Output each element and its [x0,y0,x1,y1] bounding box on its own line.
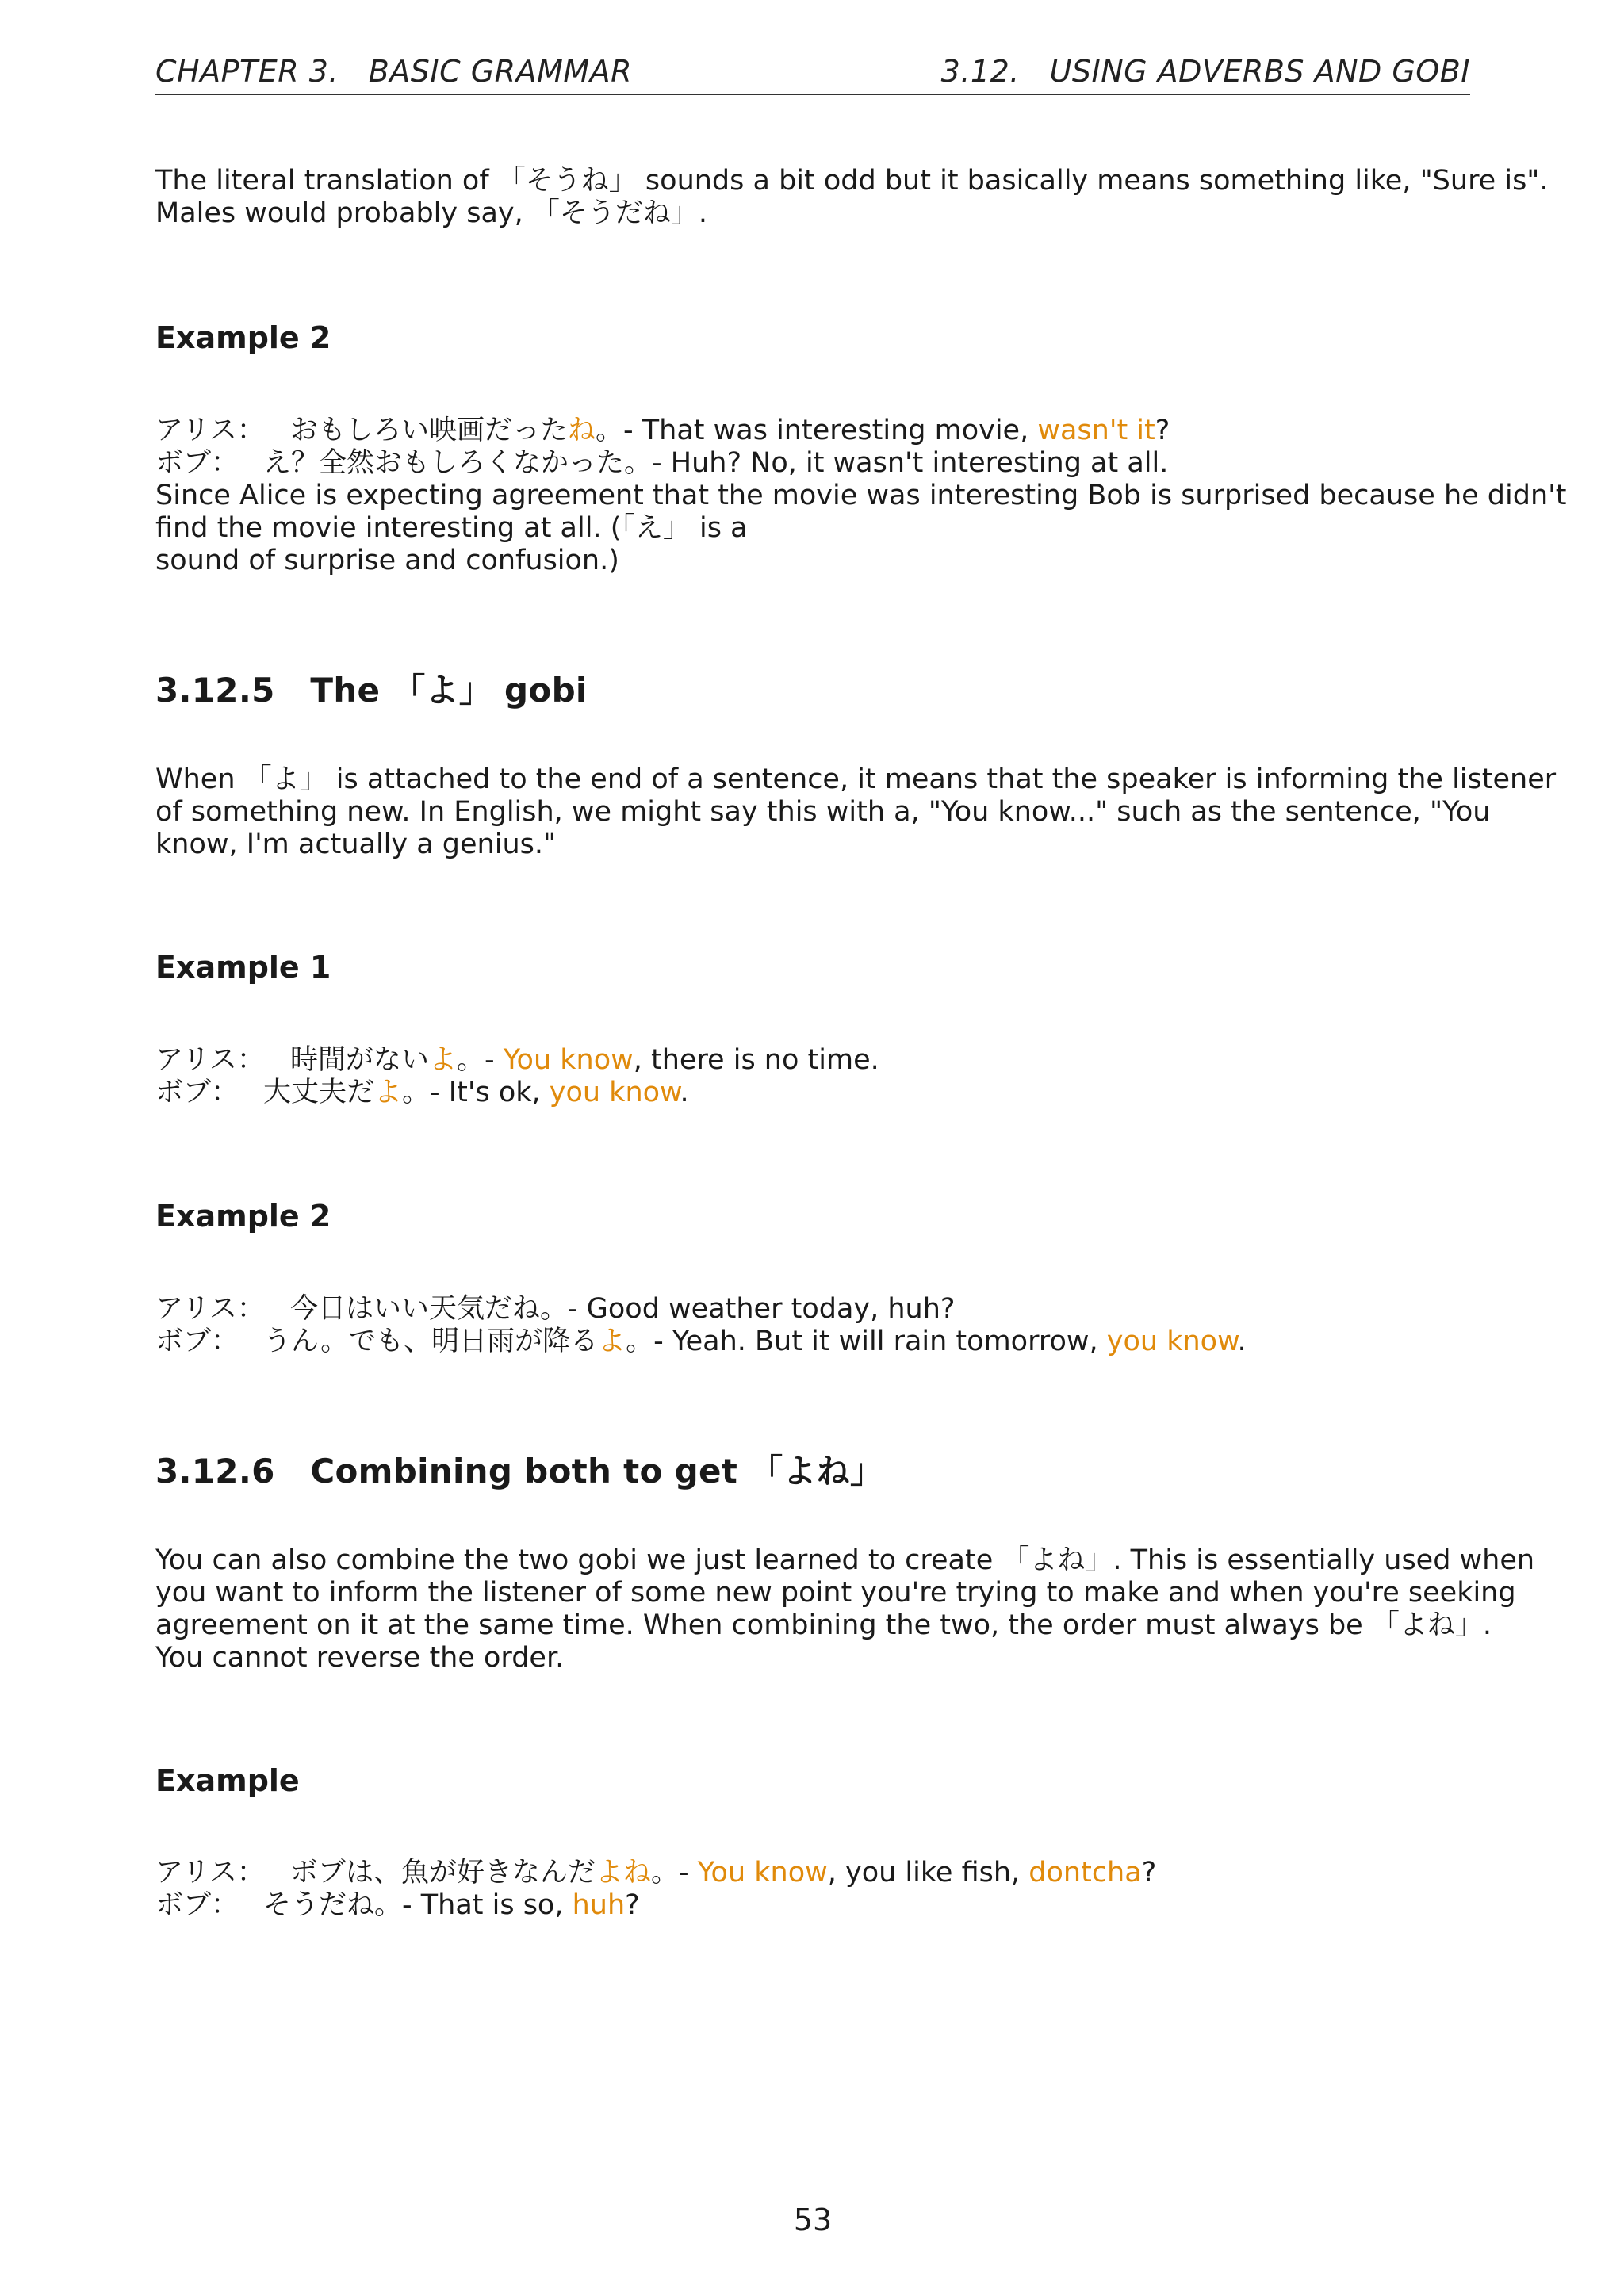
note-line: find the movie interesting at all. (「え」 is a [155,512,748,544]
section-yo-paragraph [155,763,1557,861]
highlight-particle: よ [429,1044,458,1076]
intro-paragraph [155,165,1549,230]
speaker-alice: アリス： [155,1293,265,1325]
example-title: Example 2 [155,1199,331,1234]
translation-text: , you like fish, [827,1857,1029,1888]
dialogue-text: え？全然おもしろくなかった。- Huh? No, it wasn't interesting at all. [263,447,1169,479]
japanese-text: うん。でも、明日雨が降る [263,1326,599,1357]
example-heading [155,320,1470,355]
japanese-text: ボブは、魚が好きなんだ [290,1857,596,1888]
note-line: sound of surprise and confusion.) [155,545,619,576]
header-section: 3.12. USING ADVERBS AND GOBI [940,54,1470,89]
running-header [155,54,1470,95]
section-title: 3.12.5 The 「よ」 gobi [155,671,588,710]
example-title: Example 1 [155,950,331,985]
dialogue-text: 今日はいい天気だね。- Good weather today, huh? [290,1293,956,1325]
dialogue-text: そうだね。- That is so, [263,1889,573,1921]
example-title: Example 2 [155,320,331,355]
japanese-text: 時間がない [290,1044,430,1076]
para-line: agreement on it at the same time. When combining the two, the order must always be 「よね」. [155,1609,1492,1641]
section-yone-paragraph [155,1544,1535,1674]
dialogue-line [155,1044,1470,1077]
section-title: 3.12.6 Combining both to get 「よね」 [155,1452,884,1490]
speaker-bob: ボブ： [155,447,239,479]
translation-text: , there is no time. [633,1044,879,1076]
punctuation: ? [1155,415,1170,446]
translation-text: 。- [651,1857,698,1888]
speaker-alice: アリス： [155,1857,265,1888]
dialogue-line [155,1857,1470,1889]
dialogue-line [155,1326,1470,1358]
highlight-phrase: wasn't it [1037,415,1155,446]
punctuation: ? [1141,1857,1157,1888]
dialogue-line [155,1077,1470,1109]
translation-text: 。- Yeah. But it will rain tomorrow, [626,1326,1107,1357]
punctuation: . [680,1077,689,1108]
translation-text: 。- That was interesting movie, [596,415,1038,446]
dialogue-line [155,1889,1470,1922]
speaker-bob: ボブ： [155,1077,239,1108]
dialogue-line [155,415,1470,447]
highlight-particle: よね [596,1857,652,1888]
highlight-particle: よ [374,1077,403,1108]
highlight-particle: ね [568,415,596,446]
para-line: You can also combine the two gobi we just learned to create 「よね」. This is essentially used when [155,1544,1535,1576]
example-heading [155,950,1470,985]
para-line: of something new. In English, we might say this with a, "You know..." such as the sentence, "You [155,796,1491,828]
section-heading-yone [155,1445,1470,1493]
japanese-text: 大丈夫だ [263,1077,375,1108]
speaker-alice: アリス： [155,1044,265,1076]
para-line: When 「よ」 is attached to the end of a sentence, it means that the speaker is informing the listener [155,763,1557,795]
example-title: Example [155,1763,300,1798]
para-line: You cannot reverse the order. [155,1642,565,1674]
japanese-text: おもしろい映画だった [290,415,569,446]
highlight-phrase: dontcha [1028,1857,1142,1888]
translation-text: 。- It's ok, [402,1077,550,1108]
translation-text: 。- [457,1044,504,1076]
yo-example-2-dialogue [155,1293,1470,1358]
page-number: 53 [793,2202,833,2237]
note-line: Since Alice is expecting agreement that the movie was interesting Bob is surprised because he didn't [155,480,1567,511]
punctuation: ? [625,1889,640,1921]
highlight-phrase: huh [572,1889,626,1921]
speaker-bob: ボブ： [155,1889,239,1921]
section-heading-yo [155,664,1470,712]
highlight-phrase: you know [549,1077,680,1108]
ne-example-2-dialogue [155,415,1567,577]
example-heading [155,1763,1470,1798]
dialogue-line [155,447,1470,480]
document-page [155,0,1567,2296]
para-line: you want to inform the listener of some new point you're trying to make and when you're seeking [155,1577,1516,1609]
speaker-bob: ボブ： [155,1326,239,1357]
highlight-phrase: You know [503,1044,634,1076]
intro-line-1: The literal translation of 「そうね」 sounds a bit odd but it basically means something like, "Sure is". [155,165,1549,197]
punctuation: . [1237,1326,1247,1357]
highlight-phrase: You know [697,1857,828,1888]
intro-line-2: Males would probably say, 「そうだね」. [155,197,708,229]
yone-example-dialogue [155,1857,1470,1922]
yo-example-1-dialogue [155,1044,1470,1109]
highlight-particle: よ [598,1326,626,1357]
para-line: know, I'm actually a genius." [155,828,557,860]
speaker-alice: アリス： [155,415,265,446]
highlight-phrase: you know [1106,1326,1238,1357]
example-heading [155,1199,1470,1234]
header-chapter: CHAPTER 3. BASIC GRAMMAR [155,54,633,89]
dialogue-line [155,1293,1470,1326]
